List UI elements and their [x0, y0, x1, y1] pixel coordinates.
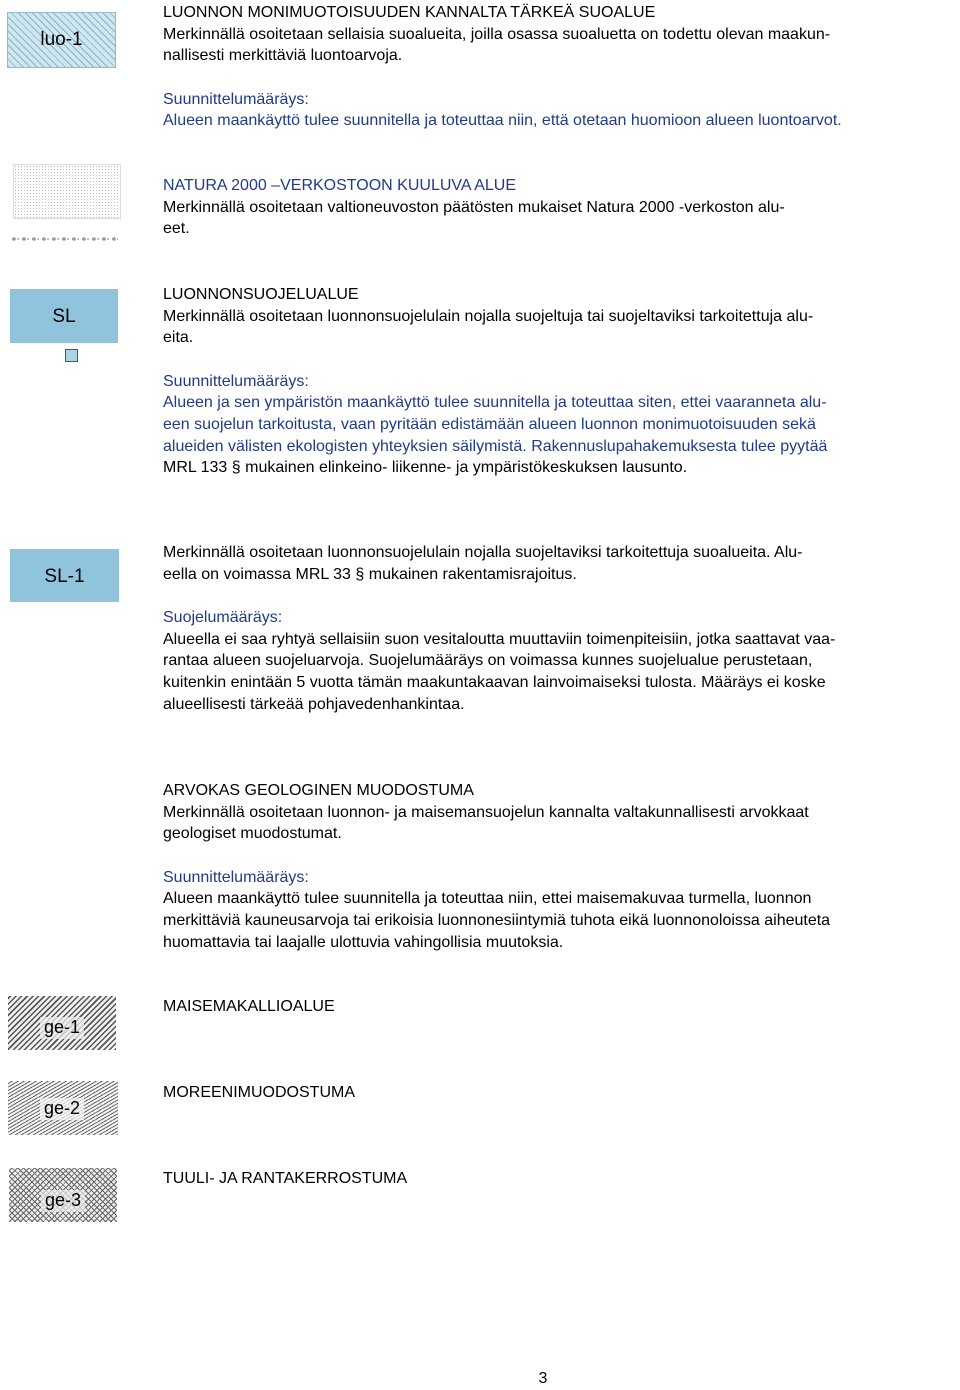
sl-symbol-label: SL [52, 306, 76, 327]
regulation-line: huomattavia tai laajalle ulottuvia vahingollisia muutoksia. [163, 933, 564, 951]
entry-title: MOREENIMUODOSTUMA [163, 1084, 355, 1101]
regulation-line: Alueen maankäyttö tulee suunnitella ja toteuttaa niin, että otetaan huomioon alueen luontoarvot. [163, 112, 842, 130]
luo-1-symbol-label: luo-1 [40, 29, 83, 50]
regulation-line: kuitenkin enintään 5 vuotta tämän maakuntakaavan lainvoimaiseksi tulosta. Määräys ei koske [163, 673, 826, 691]
natura-symbol [13, 164, 121, 219]
entry-luo-1 [163, 2, 943, 132]
entry-title: LUONNON MONIMUOTOISUUDEN KANNALTA TÄRKEÄ SUOALUE [163, 4, 656, 21]
entry-title: MAISEMAKALLIOALUE [163, 998, 335, 1015]
entry-geological-formation [163, 780, 943, 953]
sl-1-symbol [10, 549, 119, 602]
regulation-line: alueellisesti tärkeää pohjavedenhankintaa. [163, 695, 465, 713]
sl-symbol [10, 289, 118, 343]
entry-desc-line: Merkinnällä osoitetaan luonnonsuojelulain nojalla suojeltaviksi tarkoitettuja suoalueita. Alu- [163, 544, 803, 561]
ge-1-symbol [8, 996, 116, 1050]
sl-1-symbol-label: SL-1 [44, 566, 85, 587]
regulation-heading: Suunnittelumääräys: [163, 868, 309, 886]
regulation-line: rantaa alueen suojeluarvoja. Suojelumääräys on voimassa kunnes suojelualue perustetaan, [163, 652, 813, 670]
entry-desc-line: Merkinnällä osoitetaan luonnonsuojelulain nojalla suojeltuja tai suojeltaviksi tarkoitettuja alu- [163, 307, 814, 325]
ge-2-symbol [8, 1081, 118, 1135]
ge-3-symbol-label: ge-3 [41, 1190, 85, 1212]
regulation-line: merkittäviä kauneusarvoja tai erikoisia luonnonesiintymiä tuhota eikä luonnonoloissa aiheuteta [163, 911, 831, 929]
ge-3-symbol [9, 1168, 117, 1222]
regulation-heading: Suojelumääräys: [163, 609, 283, 627]
entry-title: LUONNONSUOJELUALUE [163, 286, 359, 303]
entry-ge-2 [163, 1082, 943, 1104]
entry-title: NATURA 2000 –VERKOSTOON KUULUVA ALUE [163, 177, 517, 194]
entry-title: TUULI- JA RANTAKERROSTUMA [163, 1170, 408, 1187]
entry-desc-line: nallisesti merkittäviä luontoarvoja. [163, 47, 403, 65]
sl-small-square [65, 349, 78, 362]
entry-ge-3 [163, 1168, 943, 1190]
ge-2-symbol-label: ge-2 [40, 1098, 84, 1120]
entry-desc-line: eella on voimassa MRL 33 § mukainen rakentamisrajoitus. [163, 565, 577, 583]
page-number: 3 [538, 1370, 548, 1387]
natura-dotted-line [10, 234, 120, 244]
regulation-heading: Suunnittelumääräys: [163, 90, 309, 108]
regulation-line: Alueella ei saa ryhtyä sellaisiin suon vesitaloutta muuttaviin toimenpiteisiin, jotka saattavat vaa- [163, 630, 836, 648]
entry-sl-1 [163, 542, 943, 715]
entry-desc-line: geologiset muodostumat. [163, 825, 342, 843]
regulation-line: een suojelun tarkoitusta, vaan pyritään edistämään alueen luonnon monimuotoisuuden sekä [163, 415, 816, 433]
entry-desc-line: Merkinnällä osoitetaan luonnon- ja maisemansuojelun kannalta valtakunnallisesti arvokkaat [163, 803, 809, 821]
entry-desc-line: Merkinnällä osoitetaan valtioneuvoston päätösten mukaiset Natura 2000 -verkoston alu- [163, 198, 785, 216]
regulation-line: Alueen ja sen ympäristön maankäyttö tulee suunnitella ja toteuttaa siten, ettei vaaranneta alu- [163, 394, 827, 412]
regulation-line: alueiden välisten ekologisten yhteyksien säilymistä. Rakennuslupahakemuksesta tulee pyytää [163, 437, 828, 455]
entry-desc-line: eet. [163, 220, 190, 238]
luo-1-symbol [7, 12, 116, 68]
entry-natura-2000 [163, 175, 943, 240]
regulation-line: Alueen maankäyttö tulee suunnitella ja toteuttaa niin, ettei maisemakuvaa turmella, luonnon [163, 890, 812, 908]
entry-desc-line: Merkinnällä osoitetaan sellaisia suoalueita, joilla osassa suoaluetta on todettu olevan maakun- [163, 25, 831, 43]
regulation-line: MRL 133 § mukainen elinkeino- liikenne- ja ympäristökeskuksen lausunto. [163, 459, 688, 477]
regulation-heading: Suunnittelumääräys: [163, 372, 309, 390]
ge-1-symbol-label: ge-1 [40, 1017, 84, 1039]
entry-title: ARVOKAS GEOLOGINEN MUODOSTUMA [163, 782, 474, 799]
entry-sl [163, 284, 943, 479]
entry-ge-1 [163, 996, 943, 1018]
entry-desc-line: eita. [163, 329, 194, 347]
